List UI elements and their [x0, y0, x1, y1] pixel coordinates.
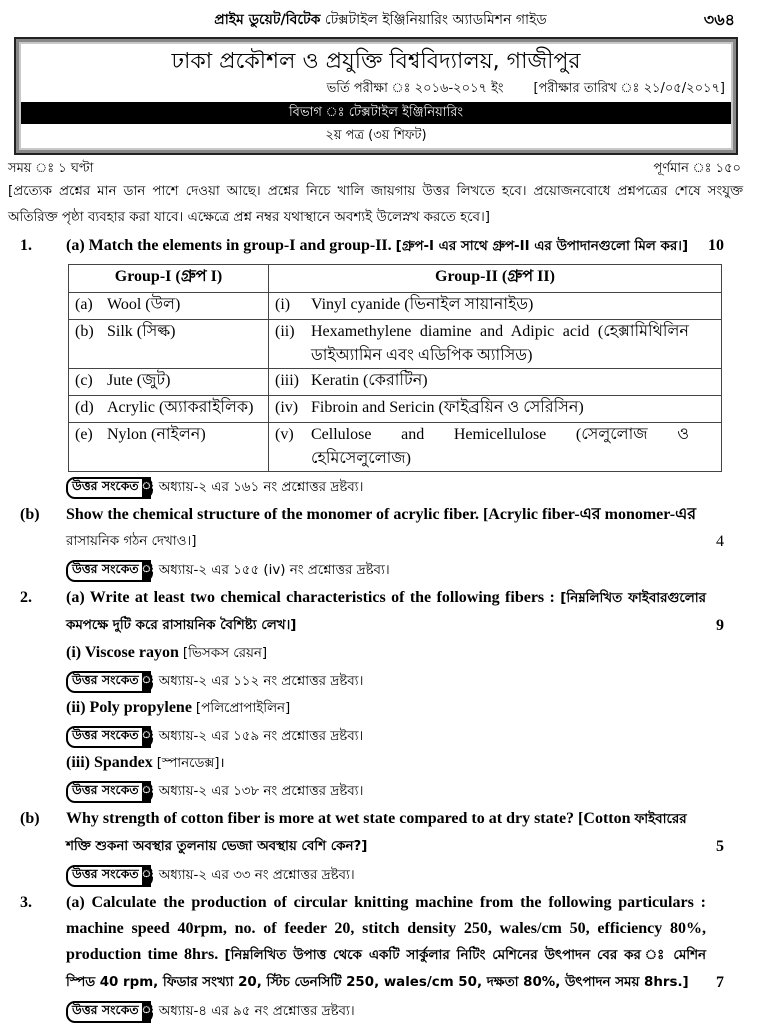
paper-shift: ২য় পত্র (৩য় শিফট) [325, 128, 427, 143]
answer-hint-label: উত্তর সংকেত [72, 672, 139, 687]
question-text-en: (a) Calculate the production of circular knitting machine from the following particulars : machine speed 40rpm, no. of feeder 20, stitch density 250, wales/cm 50, efficiency 80%, production time 8hrs. [66, 894, 706, 963]
group-2-item: Fibroin and Sericin (ফাইব্রয়িন ও সেরিসিন) [311, 399, 584, 416]
exam-session: ভর্তি পরীক্ষা ঃ ২০১৬-২০১৭ ইং [326, 81, 504, 96]
answer-hint-badge [66, 560, 157, 582]
answer-hint-label: উত্তর সংকেত [72, 782, 139, 797]
instructions: [প্রত্যেক প্রশ্নের মান ডান পাশে দেওয়া আছে। প্রশ্নের নিচে খালি জায়গায় উত্তর লিখতে হবে। প্রয়োজনবোধে প্রশ্নপত্রের শেষে সংযুক্ত অতিরিক্ত পৃষ্ঠা ব্যবহার করা যাবে। এক্ষেত্রে প্রশ্ন নম্বর যথাস্থানে অবশ্যই উলেস্নখ করতে হবে।] [8, 184, 743, 225]
question-sub-label: (b) [20, 506, 40, 523]
exam-date: [পরীক্ষার তারিখ ঃ ২১/০৫/২০১৭] [533, 81, 725, 96]
exam-time: সময় ঃ ১ ঘণ্টা [8, 161, 94, 176]
table-row [69, 320, 722, 369]
answer-hint-badge [66, 477, 157, 499]
question-text-bn: [নিম্নলিখিত উপাত্ত থেকে একটি সার্কুলার নিটিং মেশিনের উৎপাদন বের কর ঃ মেশিন স্পিড 40 rpm, ফিডার সংখ্যা 20, স্টিচ ডেনসিটি 250, wales/cm 50, দক্ষতা 80%, উৎপাদন সময় 8hrs.] [66, 948, 707, 990]
colon-icon: ঃ [142, 726, 151, 748]
group-2-item: Cellulose and Hemicellulose (সেলুলোজ ও হেমিসেলুলোজ) [311, 426, 689, 467]
question-text [66, 233, 706, 260]
row-label: (c) [75, 372, 93, 389]
group-1-header: Group-I (গ্রুপ I) [69, 265, 269, 293]
table-row [69, 396, 722, 423]
answer-hint-text: অধ্যায়-২ এর ১১২ নং প্রশ্নোত্তর দ্রষ্টব্য। [158, 674, 364, 689]
answer-hint-label: উত্তর সংকেত [72, 727, 139, 742]
group-2-item: Keratin (কেরাটিন) [311, 372, 428, 389]
row-label: (a) [75, 296, 93, 313]
group-1-item: Wool (উল) [107, 296, 181, 313]
exam-meta [8, 159, 741, 179]
answer-hint-text: অধ্যায়-২ এর ১৫৫ (iv) নং প্রশ্নোত্তর দ্রষ্টব্য। [158, 563, 390, 578]
question-marks: 4 [716, 533, 724, 550]
colon-icon: ঃ [142, 865, 151, 887]
question-text [66, 502, 706, 555]
question-2b [0, 806, 761, 860]
colon-icon: ঃ [142, 560, 151, 582]
question-text-bn: ফাইবারের [634, 812, 687, 827]
answer-hint-text: অধ্যায়-২ এর ১৩৮ নং প্রশ্নোত্তর দ্রষ্টব্য। [158, 784, 364, 799]
group-1-item: Silk (সিল্ক) [107, 323, 176, 340]
question-marks: 9 [716, 617, 724, 634]
answer-hint-text: অধ্যায়-২ এর ১৬১ নং প্রশ্নোত্তর দ্রষ্টব্য। [158, 480, 364, 495]
group-2-item: Hexamethylene diamine and Adipic acid (হেক্সামিথিলিন ডাইঅ্যামিন এবং এডিপিক অ্যাসিড) [311, 323, 689, 364]
answer-hint [66, 780, 761, 804]
colon-icon: ঃ [142, 1001, 151, 1023]
page-number: ৩৬৪ [703, 10, 735, 29]
question-number: 3. [20, 894, 32, 911]
question-text-en: Show the chemical structure of the monomer of acrylic fiber. [Acrylic fiber-এর monomer-এর [66, 506, 697, 523]
answer-hint-badge [66, 865, 157, 887]
row-label: (i) [275, 296, 291, 313]
group-2-header: Group-II (গ্রুপ II) [269, 265, 722, 293]
answer-hint-text: অধ্যায়-৪ এর ৯৫ নং প্রশ্নোত্তর দ্রষ্টব্য। [158, 1004, 355, 1019]
sub-item [66, 696, 761, 721]
answer-hint-badge [66, 781, 157, 803]
table-row [69, 423, 722, 472]
sub-item-bn: [ভিসকস রেয়ন] [182, 646, 268, 661]
answer-hint-badge [66, 671, 157, 693]
sub-item-en: (i) Viscose rayon [66, 644, 179, 661]
row-label: (v) [275, 426, 294, 443]
question-1b [0, 502, 761, 555]
sub-item-bn: [স্পানডেক্স]। [156, 756, 225, 771]
sub-item-en: (ii) Poly propylene [66, 699, 192, 716]
question-text-bn: রাসায়নিক গঠন দেখাও।] [66, 534, 197, 549]
question-marks: 10 [708, 237, 724, 254]
colon-icon: ঃ [142, 781, 151, 803]
department-banner: বিভাগ ঃ টেক্সটাইল ইঞ্জিনিয়ারিং [21, 102, 731, 124]
question-text-bn: [গ্রুপ-I এর সাথে গ্রুপ-II এর উপাদানগুলো মিল কর।] [395, 239, 689, 254]
university-name: ঢাকা প্রকৌশল ও প্রযুক্তি বিশ্ববিদ্যালয়, গাজীপুর [171, 49, 581, 74]
group-1-item: Nylon (নাইলন) [107, 426, 206, 443]
group-2-item: Vinyl cyanide (ভিনাইল সায়ানাইড) [311, 296, 534, 313]
question-text-bn-cont: শক্তি শুকনা অবস্থার তুলনায় ভেজা অবস্থায় বেশি কেন?] [66, 839, 368, 854]
question-marks: 7 [716, 974, 724, 991]
matching-table [68, 264, 722, 472]
question-text [66, 806, 706, 860]
row-label: (e) [75, 426, 93, 443]
row-label: (iii) [275, 372, 299, 389]
question-text-en: (a) Match the elements in group-I and group-II. [66, 237, 392, 254]
exam-header-inner [19, 42, 733, 150]
question-number: 1. [20, 237, 32, 254]
answer-hint [66, 670, 761, 694]
answer-hint [66, 725, 761, 749]
answer-hint-label: উত্তর সংকেত [72, 478, 139, 493]
question-text-en: Why strength of cotton fiber is more at wet state compared to at dry state? [Cotton [66, 810, 631, 827]
question-number: 2. [20, 589, 32, 606]
table-row [69, 293, 722, 320]
group-1-item: Jute (জুট) [107, 372, 171, 389]
answer-hint-label: উত্তর সংকেত [72, 561, 139, 576]
exam-info-row [21, 78, 731, 102]
table-header-row [69, 265, 722, 293]
question-1 [0, 233, 761, 260]
group-1-item: Acrylic (অ্যাকরাইলিক) [107, 399, 254, 416]
sub-item-en: (iii) Spandex [66, 754, 153, 771]
sub-item-bn: [পলিপ্রোপাইলিন] [195, 701, 291, 716]
question-text-en: (a) Write at least two chemical characteristics of the following fibers : [66, 589, 555, 606]
row-label: (ii) [275, 323, 295, 340]
book-title [0, 8, 761, 32]
answer-hint-badge [66, 1001, 157, 1023]
question-text-bn: [নিম্নলিখিত ফাইবারগুলোর কমপক্ষে দুটি করে রাসায়নিক বৈশিষ্ট্য লেখ।] [66, 591, 707, 633]
exam-header-box [14, 37, 738, 155]
question-text [66, 585, 706, 639]
table-row [69, 369, 722, 396]
book-title-rest: টেক্সটাইল ইঞ্জিনিয়ারিং অ্যাডমিশন গাইড [324, 12, 547, 28]
sub-item [66, 641, 761, 666]
full-marks: পূর্ণমান ঃ ১৫০ [653, 161, 741, 176]
row-label: (d) [75, 399, 94, 416]
row-label: (iv) [275, 399, 299, 416]
answer-hint [66, 476, 761, 500]
answer-hint-label: উত্তর সংকেত [72, 866, 139, 881]
running-head [0, 6, 761, 32]
answer-hint [66, 559, 761, 583]
question-text [66, 890, 706, 996]
colon-icon: ঃ [142, 671, 151, 693]
answer-hint [66, 1000, 761, 1024]
colon-icon: ঃ [142, 477, 151, 499]
question-sub-label: (b) [20, 810, 40, 827]
sub-item [66, 751, 761, 776]
answer-hint-text: অধ্যায়-২ এর ১৫৯ নং প্রশ্নোত্তর দ্রষ্টব্য। [158, 729, 364, 744]
answer-hint-text: অধ্যায়-২ এর ৩৩ নং প্রশ্নোত্তর দ্রষ্টব্য। [158, 868, 355, 883]
question-marks: 5 [716, 838, 724, 855]
answer-hint-label: উত্তর সংকেত [72, 1002, 139, 1017]
question-3 [0, 890, 761, 996]
row-label: (b) [75, 323, 94, 340]
question-2 [0, 585, 761, 639]
answer-hint-badge [66, 726, 157, 748]
book-title-bold: প্রাইম ডুয়েট/বিটেক [214, 12, 321, 28]
answer-hint [66, 864, 761, 888]
